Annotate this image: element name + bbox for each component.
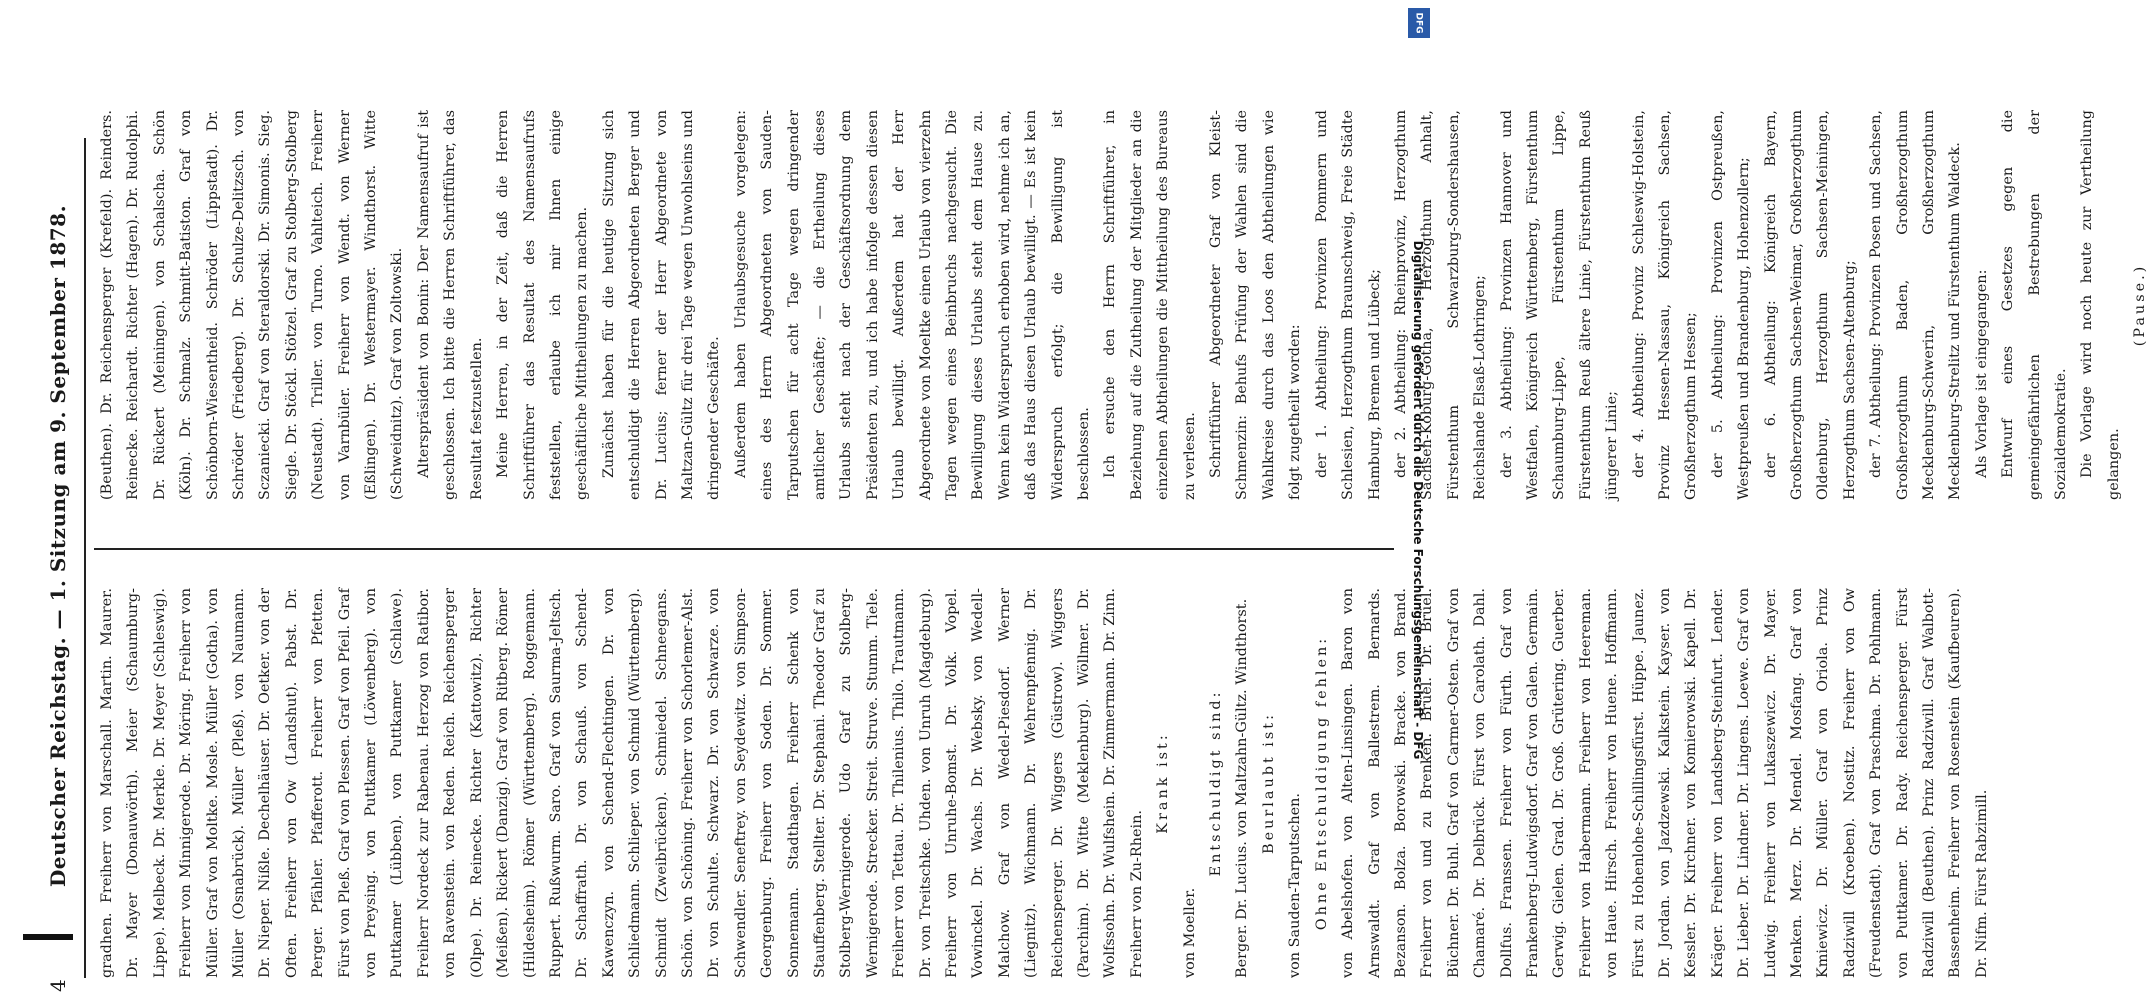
list-entry: der 4. Abtheilung: Provinz Schleswig-Holstein, Provinz Hessen-Nassau, Königreich Sachsen, Großherzogthum Hessen; (1630, 110, 1700, 500)
absent-list-continued: (Beuthen). Dr. Reichensperger (Krefeld). Reinders. Reinecke. Reichardt. Richter (Hagen). Dr. Rudolphi. Dr. Rückert (Meiningen). von Schalscha. Schön (Köln). Dr. Schmalz. Schmitt-Batiston. Graf von Schönborn-Wiesentheid. Schröder (Lippstadt). Dr. Schröder (Friedberg). Dr. Schulze-Delitzsch. von Sczaniecki. Graf von Steraldorski. Dr. Simonis. Sieg. Siegle. Dr. Stöckl. Stötzel. Graf zu Stolberg-Stolberg (Neustadt). Triller. von Turno. Vahlteich. Freiherr von Varnbüler. Freiherr von Wendt. von Werner (Eßlingen). Dr. Westermayer. Windthorst. Witte (Schweidnitz). Graf von Zoltowski. (99, 110, 406, 500)
krank-heading: Krank ist: (1155, 732, 1172, 834)
paragraph: Ich ersuche den Herrn Schriftführer, in Beziehung auf die Zutheilung der Mitglieder an die einzelnen Abtheilungen die Mittheilung des Bureaus zu verlesen. (1102, 110, 1198, 500)
credit-text: Digitalisierung gefördert durch die Deutsche Forschungsgemeinschaft - DFG (1411, 240, 1425, 760)
paragraph: Entwurf eines Gesetzes gegen die gemeingefährlichen Bestrebungen der Sozialdemokratie. (2000, 110, 2070, 500)
column-divider (94, 548, 1394, 550)
paragraph: Außerdem haben Urlaubsgesuche vorgelegen: eines des Herrn Abgeordneten von Sauden-Tarputschen für acht Tage wegen dringender amtlicher Geschäfte; — die Ertheilung dieses Urlaubs steht nach der Geschäftsordnung dem Präsidenten zu, und ich habe infolge dessen diesen Urlaub bewilligt. Außerdem hat der Herr Abgeordnete von Moeltke einen Urlaub von vierzehn Tagen wegen eines Beinbruchs nachgesucht. Die Bewilligung dieses Urlaubs steht dem Hause zu. Wenn kein Widerspruch erhoben wird, nehme ich an, daß das Haus diesen Urlaub bewilligt. — Es ist kein Widerspruch erfolgt; die Bewilligung ist beschlossen. (732, 110, 1093, 500)
left-column (94, 588, 1990, 978)
list-entry: der 1. Abtheilung: Provinzen Pommern und Schlesien, Herzogthum Braunschweig, Freie Städte Hamburg, Bremen und Lübeck; (1313, 110, 1383, 500)
beurlaubt-heading: Beurlaubt ist: (1260, 712, 1277, 854)
digitization-credit (1404, 0, 1432, 1000)
fehlen-heading: Ohne Entschuldigung fehlen: (1313, 635, 1330, 931)
list-entry: der 6. Abtheilung: Königreich Bayern, Großherzogthum Sachsen-Weimar, Großherzogthum Oldenburg, Herzogthum Sachsen-Meiningen, Herzogthum Sachsen-Altenburg; (1762, 110, 1858, 500)
paragraph: Meine Herren, in der Zeit, daß die Herren Schriftführer das Resultat des Namensaufrufs feststellen, erlaube ich mir Ihnen einige geschäftliche Mittheilungen zu machen. (495, 110, 591, 500)
beurlaubt-line: von Sauden-Tarputschen. (1287, 793, 1304, 978)
krank-line: von Moeller. (1181, 887, 1198, 978)
entschuldigt-line: Berger. Dr. Lucius. von Maltzahn-Gültz. Windthorst. (1234, 598, 1251, 978)
paragraph: Als Vorlage ist eingegangen: (1973, 269, 1990, 478)
list-entry: der 3. Abtheilung: Provinzen Hannover und Westfalen, Königreich Württemberg, Fürstenthum Schaumburg-Lippe, Fürstenthum Lippe, Fürstenthum Reuß ältere Linie, Fürstenthum Reuß jüngerer Linie; (1498, 110, 1621, 500)
page-title: Deutscher Reichstag. — 1. Sitzung am 9. September 1878. (46, 204, 70, 888)
badge-text: DFG (1413, 12, 1424, 34)
paragraph: Zunächst haben für die heutige Sitzung sich entschuldigt die Herren Abgeordneten Berger und Dr. Lucius; ferner der Herr Abgeordnete von Maltzan-Gültz für drei Tage wegen Unwohlseins und dringender Geschäfte. (600, 110, 723, 500)
paragraph: Die Vorlage wird noch heute zur Vertheilung gelangen. (2079, 110, 2122, 500)
dfg-logo-icon (1408, 8, 1430, 38)
attendee-list: gradhen. Freiherr von Marschall. Martin. Maurer. Dr. Mayer (Donauwörth). Meier (Schaumburg-Lippe). Melbeck. Dr. Merkle. Dr. Meyer (Schleswig). Freiherr von Minnigerode. Dr. Möring. Freiherr von Müller. Graf von Moltke. Mosle. Müller (Gotha). von Müller (Osnabrück). Müller (Pleß). von Naumann. Dr. Nieper. Nißle. Dechelhäuser. Dr. Oetker. von der Often. Freiherr von Ow (Landshut). Pabst. Dr. Perger. Pfähler. Pfafferott. Freiherr von Pfetten. Fürst von Pleß. Graf von Plessen. Graf von Pfeil. Graf von Preysing. von Puttkamer (Löwenberg). von Puttkamer (Lübben). von Puttkamer (Schlawe). Freiherr Nordeck zur Rabenau. Herzog von Ratibor. von Ravenstein. von Reden. Reich. Reichensperger (Olpe). Dr. Reinecke. Richter (Kattowitz). Richter (Meißen). Rickert (Danzig). Graf von Ritberg. Römer (Hildesheim). Römer (Württemberg). Roggemann. Ruppert. Rußwurm. Saro. Graf von Saurma-Jeltsch. Dr. Schaffrath. Dr. von Schauß. von Schend-Kawenczyn. von Schend-Flechtingen. Dr. von Schliedmann. Schlieper. von Schmid (Württemberg). Schmidt (Zweibrücken). Schmiedel. Schneegans. Schön. von Schöning. Freiherr von Schorlemer-Alst. Dr. von Schulte. Schwarz. Dr. von Schwarze. von Schwendler. Seneftrey. von Seydewitz. von Simpson-Georgenburg. Freiherr von Soden. Dr. Sommer. Sonnemann. Stadthagen. Freiherr Schenk von Stauffenberg. Stellter. Dr. Stephani. Theodor Graf zu Stolberg-Wernigerode. Udo Graf zu Stolberg-Wernigerode. Strecker. Streit. Struve. Stumm. Tiele. Freiherr von Tettau. Dr. Thilenius. Thilo. Trautmann. Dr. von Treitschke. Uhden. von Unruh (Magdeburg). Freiherr von Unruhe-Bomst. Dr. Volk. Vopel. Vowinckel. Dr. Wachs. Dr. Websky. von Wedell-Malchow. Graf von Wedel-Piesdorf. Werner (Liegnitz). Wichmann. Dr. Wehrenpfennig. Dr. Reichensperger. Dr. Wiggers (Güstrow). Wiggers (Parchim). Dr. Witte (Meklenburg). Wöllmer. Dr. Wolfssohn. Dr. Wulfshein. Dr. Zimmermann. Dr. Zinn. Freiherr von Zu-Rhein. (99, 588, 1145, 978)
list-entry: der 2. Abtheilung: Rheinprovinz, Herzogthum Sachsen-Koburg-Gotha, Herzogthum Anhalt, Fürstenthum Schwarzburg-Sondershausen, Reichslande Elsaß-Lothringen; (1392, 110, 1489, 500)
paragraph: Schriftführer Abgeordneter Graf von Kleist-Schmenzin: Behufs Prüfung der Wahlen sind die Wahlkreise durch das Loos den Abtheilungen wie folgt zugetheilt worden: (1208, 110, 1304, 500)
entschuldigt-heading: Entschuldigt sind: (1208, 689, 1225, 877)
paragraph: Alterspräsident von Bonin: Der Namensaufruf ist geschlossen. Ich bitte die Herren Schriftführer, das Resultat festzustellen. (415, 110, 485, 500)
page-header (40, 100, 80, 992)
page-number: 4 (46, 979, 70, 992)
closing-note: (Pause.) (2132, 263, 2149, 347)
list-entry: der 5. Abtheilung: Provinzen Ostpreußen, Westpreußen und Brandenburg, Hohenzollern; (1709, 110, 1753, 500)
fehlen-list: von Abelshofen. von Alten-Linsingen. Baron von Arnswaldt. Graf von Ballestrem. Bernards. Bezanson. Bolza. Borowski. Bracke. von Brand. Freiherr von und zu Brenken. Brüel. Dr. Brüel. Büchner. Dr. Buhl. Graf von Carmer-Osten. Graf von Chamaré. Dr. Delbrück. Fürst von Carolath. Dahl. Dollfus. Franssen. Freiherr von Fürth. Graf von Frankenberg-Ludwigsdorf. Graf von Galen. Germain. Gerwig. Gielen. Grad. Dr. Groß. Grütering. Guerber. Freiherr von Habermann. Freiherr von Heereman. von Haue. Hirsch. Freiherr von Huene. Hoffmann. Fürst zu Hohenlohe-Schillingsfürst. Hüppe. Jaunez. Dr. Jordan. von Jazdzewski. Kalkstein. Kayser. von Kessler. Dr. Kirchner. von Komierowski. Kapell. Dr. Kräger. Freiherr von Landsberg-Steinfurt. Lender. Dr. Lieber. Dr. Lindner. Dr. Lingens. Loewe. Graf von Ludwig. Freiherr von Lukaszewicz. Dr. Mayer. Menken. Merz. Dr. Mendel. Mosfang. Graf von Kmiewicz. Dr. Müller. Graf von Oriola. Prinz Radziwill (Kroeben). Nostitz. Freiherr von Ow (Freudenstadt). Graf von Praschma. Dr. Pohlmann. von Puttkamer. Dr. Rady. Reichensperger. Fürst Radziwill (Beuthen). Prinz Radziwill. Graf Walbott-Bassenheim. Freiherr von Rosenstein (Kaufbeuren). Dr. Nifm. Fürst Rabzimill. (1340, 588, 1990, 978)
header-rule (84, 138, 86, 978)
list-entry: der 7. Abtheilung: Provinzen Posen und Sachsen, Großherzogthum Baden, Großherzogthum Mecklenburg-Schwerin, Großherzogthum Mecklenburg-Strelitz und Fürstenthum Waldeck. (1868, 110, 1964, 500)
